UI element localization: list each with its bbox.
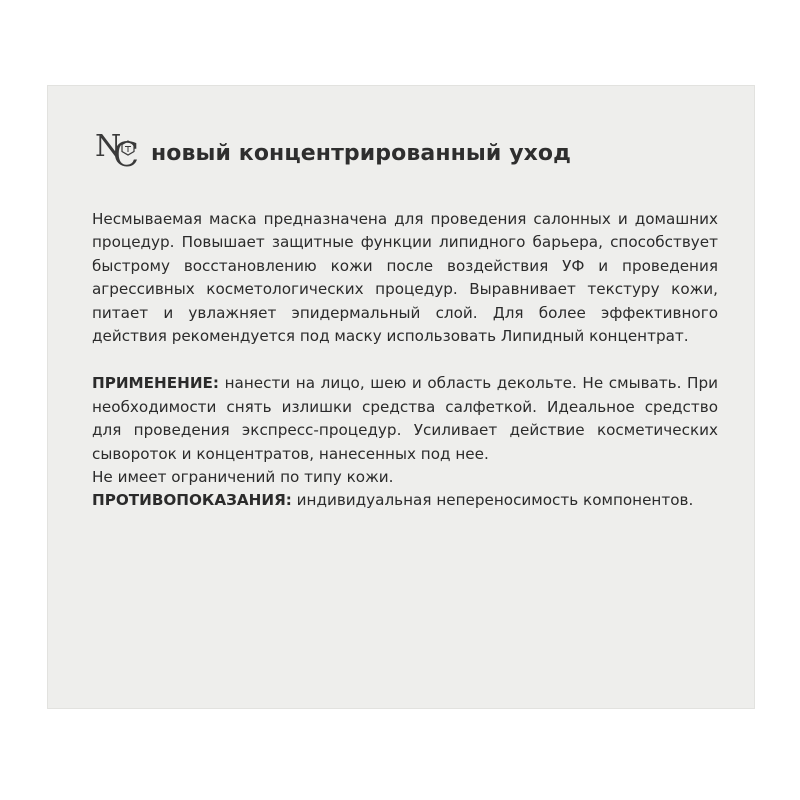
description-paragraph: Несмываемая маска предназначена для проведения салонных и домашних процедур. Повышает защитные функции липидного барьера, способствует быстрому восстановлению кожи после воздействия УФ и проведения агрессивных косметологических процедур. Выравнивает текстуру кожи, питает и увлажняет эпидермальный слой. Для более эффективного действия рекомендуется под маску использовать Липидный концентрат.: [92, 210, 718, 346]
application-text: нанести на лицо, шею и область декольте. Не смывать. При необходимости снять излишки средства салфеткой. Идеальное средство для проведения экспресс-процедур. Усиливает действие косметических сывороток и концентратов, нанесенных под нее.: [92, 374, 718, 463]
contraindications-text: индивидуальная непереносимость компонентов.: [291, 491, 694, 510]
logo-letter-c: C: [113, 135, 140, 175]
product-line-title: новый концентрированный уход: [151, 140, 572, 166]
brand-logo: [93, 129, 157, 175]
application-label: ПРИМЕНЕНИЕ:: [92, 374, 219, 393]
package-panel: [48, 86, 754, 708]
skin-note: Не имеет ограничений по типу кожи.: [92, 468, 394, 487]
application-paragraph: [92, 372, 718, 466]
paragraph-gap: [92, 348, 718, 372]
contraindications-label: ПРОТИВОПОКАЗАНИЯ:: [92, 491, 292, 510]
hexagon-icon: [121, 140, 135, 156]
contraindications-paragraph: [92, 489, 718, 512]
label-text: [92, 208, 718, 513]
logo-letter-n: N: [95, 129, 122, 164]
brand-header: [93, 129, 572, 175]
